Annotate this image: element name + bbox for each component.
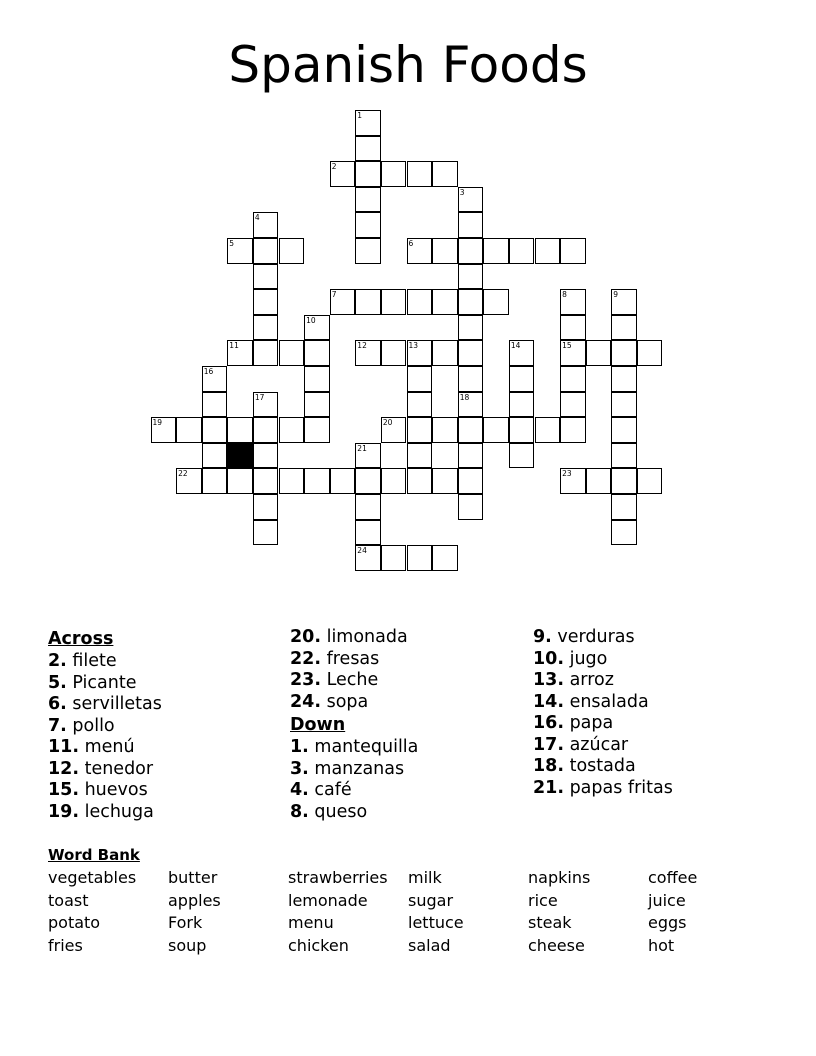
clue-number: 8. bbox=[290, 801, 309, 822]
across-heading: Across bbox=[48, 629, 114, 649]
clue-number: 17. bbox=[533, 734, 565, 755]
grid-cell[interactable] bbox=[458, 315, 484, 341]
across-clue bbox=[290, 692, 530, 714]
clue-text: café bbox=[308, 780, 352, 800]
grid-cell[interactable] bbox=[458, 417, 484, 443]
grid-cell[interactable] bbox=[355, 520, 381, 546]
grid-cell[interactable] bbox=[458, 238, 484, 264]
grid-cell[interactable] bbox=[355, 136, 381, 162]
grid-cell[interactable] bbox=[407, 545, 433, 571]
grid-cell[interactable] bbox=[304, 417, 330, 443]
clue-text: papas fritas bbox=[564, 777, 673, 798]
grid-cell[interactable] bbox=[253, 315, 279, 341]
grid-cell[interactable] bbox=[355, 494, 381, 520]
word-bank-item: chicken bbox=[288, 935, 349, 955]
clue-number: 20. bbox=[290, 627, 322, 647]
grid-cell[interactable] bbox=[458, 212, 484, 238]
clue-text: arroz bbox=[564, 670, 614, 690]
across-clue bbox=[290, 649, 530, 671]
word-bank-item: salad bbox=[408, 935, 451, 955]
clue-number: 19. bbox=[48, 801, 80, 822]
grid-cell[interactable] bbox=[458, 494, 484, 520]
grid-cell[interactable] bbox=[611, 494, 637, 520]
cell-number: 24 bbox=[357, 546, 367, 556]
clue-text: servilletas bbox=[66, 694, 162, 714]
word-bank-item: milk bbox=[408, 868, 442, 887]
cell-number: 6 bbox=[408, 239, 414, 248]
grid-cell[interactable] bbox=[611, 366, 637, 392]
grid-cell[interactable] bbox=[432, 545, 458, 571]
across-clue bbox=[48, 759, 288, 781]
grid-cell[interactable] bbox=[151, 417, 177, 443]
cell-number: 16 bbox=[203, 367, 214, 376]
grid-cell[interactable] bbox=[637, 468, 663, 494]
clue-number: 9. bbox=[533, 627, 552, 647]
clue-number: 24. bbox=[290, 691, 322, 712]
clue-text: lechuga bbox=[79, 801, 154, 822]
clue-number: 13. bbox=[533, 670, 565, 690]
grid-cell[interactable] bbox=[458, 468, 484, 494]
grid-cell[interactable] bbox=[483, 238, 509, 264]
clue-text: tostada bbox=[564, 756, 636, 776]
grid-cell[interactable] bbox=[560, 417, 586, 443]
grid-cell[interactable] bbox=[509, 238, 535, 264]
word-bank-item: napkins bbox=[528, 868, 591, 887]
cell-number: 19 bbox=[152, 418, 163, 428]
cell-number: 21 bbox=[357, 443, 367, 453]
cell-number: 23 bbox=[562, 469, 572, 479]
down-clue bbox=[533, 735, 773, 757]
across-clue bbox=[48, 651, 288, 673]
grid-cell[interactable] bbox=[407, 443, 433, 469]
grid-cell[interactable] bbox=[560, 238, 586, 264]
clue-text: Leche bbox=[321, 670, 379, 690]
grid-cell[interactable] bbox=[535, 417, 561, 443]
grid-cell[interactable] bbox=[253, 264, 279, 290]
grid-cell[interactable] bbox=[355, 545, 381, 571]
grid-cell[interactable] bbox=[560, 289, 586, 315]
cell-number: 22 bbox=[178, 469, 188, 479]
down-clue bbox=[533, 756, 773, 778]
grid-cell[interactable] bbox=[560, 315, 586, 341]
shaded-cell bbox=[227, 443, 253, 469]
clue-text: ensalada bbox=[564, 691, 649, 712]
grid-cell[interactable] bbox=[432, 340, 458, 366]
across-clue bbox=[48, 802, 288, 824]
grid-cell[interactable] bbox=[509, 340, 535, 366]
grid-cell[interactable] bbox=[611, 392, 637, 418]
cell-number: 14 bbox=[510, 341, 521, 351]
cell-number: 7 bbox=[331, 290, 337, 300]
grid-cell[interactable] bbox=[535, 238, 561, 264]
across-clue bbox=[48, 694, 288, 716]
clue-text: verduras bbox=[551, 627, 635, 647]
clue-text: pollo bbox=[66, 715, 115, 736]
grid-cell[interactable] bbox=[483, 417, 509, 443]
grid-cell[interactable] bbox=[611, 417, 637, 443]
word-bank-item: rice bbox=[528, 890, 558, 910]
clue-number: 2. bbox=[48, 651, 67, 671]
grid-cell[interactable] bbox=[355, 212, 381, 238]
cell-number: 18 bbox=[459, 392, 470, 402]
grid-cell[interactable] bbox=[407, 289, 433, 315]
grid-cell[interactable] bbox=[483, 289, 509, 315]
grid-cell[interactable] bbox=[611, 443, 637, 469]
grid-cell[interactable] bbox=[253, 212, 279, 238]
grid-cell[interactable] bbox=[304, 315, 330, 341]
clue-number: 21. bbox=[533, 777, 565, 798]
grid-cell[interactable] bbox=[432, 289, 458, 315]
grid-cell[interactable] bbox=[202, 392, 228, 418]
across-clue bbox=[48, 780, 288, 802]
down-clue bbox=[533, 713, 773, 735]
grid-cell[interactable] bbox=[330, 468, 356, 494]
clue-text: jugo bbox=[564, 648, 608, 669]
grid-cell[interactable] bbox=[253, 417, 279, 443]
grid-cell[interactable] bbox=[509, 417, 535, 443]
grid-cell[interactable] bbox=[253, 494, 279, 520]
grid-cell[interactable] bbox=[279, 417, 305, 443]
clue-number: 22. bbox=[290, 648, 322, 669]
grid-cell[interactable] bbox=[637, 340, 663, 366]
grid-cell[interactable] bbox=[176, 417, 202, 443]
clue-number: 7. bbox=[48, 715, 67, 736]
grid-cell[interactable] bbox=[381, 468, 407, 494]
grid-cell[interactable] bbox=[611, 315, 637, 341]
grid-cell[interactable] bbox=[381, 340, 407, 366]
word-bank-item: lemonade bbox=[288, 890, 368, 910]
cell-number: 12 bbox=[357, 341, 367, 351]
clue-number: 5. bbox=[48, 672, 67, 693]
cell-number: 4 bbox=[254, 213, 260, 223]
cell-number: 2 bbox=[331, 162, 337, 172]
word-bank-item: steak bbox=[528, 913, 572, 932]
grid-cell[interactable] bbox=[458, 264, 484, 290]
clue-number: 1. bbox=[290, 737, 309, 757]
grid-cell[interactable] bbox=[611, 340, 637, 366]
cell-number: 3 bbox=[459, 187, 465, 197]
clue-number: 3. bbox=[290, 758, 309, 779]
word-bank-item: strawberries bbox=[288, 868, 388, 887]
grid-cell[interactable] bbox=[407, 340, 433, 366]
grid-cell[interactable] bbox=[253, 443, 279, 469]
clues-column-3 bbox=[533, 627, 773, 799]
clue-text: filete bbox=[66, 651, 117, 671]
word-bank-item: menu bbox=[288, 913, 334, 932]
grid-cell[interactable] bbox=[509, 443, 535, 469]
cell-number: 10 bbox=[306, 315, 316, 325]
cell-number: 15 bbox=[562, 341, 572, 351]
clue-text: azúcar bbox=[564, 734, 629, 755]
word-bank-item: hot bbox=[648, 935, 675, 955]
down-clue bbox=[533, 627, 773, 649]
grid-cell[interactable] bbox=[355, 443, 381, 469]
grid-cell[interactable] bbox=[381, 161, 407, 187]
down-clue bbox=[533, 670, 773, 692]
grid-cell[interactable] bbox=[611, 520, 637, 546]
word-bank-item: apples bbox=[168, 890, 221, 910]
grid-cell[interactable] bbox=[432, 417, 458, 443]
across-clue bbox=[48, 716, 288, 738]
cell-number: 8 bbox=[562, 290, 567, 300]
grid-cell[interactable] bbox=[202, 443, 228, 469]
clue-text: queso bbox=[308, 801, 368, 822]
grid-cell[interactable] bbox=[304, 340, 330, 366]
clue-number: 15. bbox=[48, 780, 80, 800]
cell-number: 1 bbox=[357, 111, 363, 120]
grid-cell[interactable] bbox=[227, 417, 253, 443]
grid-cell[interactable] bbox=[227, 238, 253, 264]
down-clue bbox=[290, 780, 530, 802]
grid-cell[interactable] bbox=[458, 366, 484, 392]
down-clue bbox=[533, 778, 773, 800]
grid-cell[interactable] bbox=[381, 417, 407, 443]
word-bank-item: sugar bbox=[408, 890, 454, 910]
grid-cell[interactable] bbox=[304, 392, 330, 418]
page-title: Spanish Foods bbox=[228, 36, 588, 94]
grid-cell[interactable] bbox=[253, 238, 279, 264]
grid-cell[interactable] bbox=[407, 392, 433, 418]
grid-cell[interactable] bbox=[458, 392, 484, 418]
grid-cell[interactable] bbox=[279, 340, 305, 366]
word-bank-item: fries bbox=[48, 935, 83, 955]
cell-number: 11 bbox=[229, 341, 239, 351]
grid-cell[interactable] bbox=[253, 392, 279, 418]
across-clue bbox=[290, 670, 530, 692]
clue-number: 10. bbox=[533, 648, 565, 669]
clue-number: 12. bbox=[48, 758, 80, 779]
grid-cell[interactable] bbox=[560, 392, 586, 418]
across-clue bbox=[290, 627, 530, 649]
cell-number: 9 bbox=[613, 290, 619, 300]
grid-cell[interactable] bbox=[432, 161, 458, 187]
down-heading: Down bbox=[290, 715, 346, 735]
across-clue bbox=[48, 737, 288, 759]
word-bank-item: coffee bbox=[648, 868, 698, 887]
clue-text: menú bbox=[79, 737, 135, 757]
grid-cell[interactable] bbox=[560, 468, 586, 494]
grid-cell[interactable] bbox=[560, 340, 586, 366]
clue-text: huevos bbox=[79, 780, 148, 800]
word-bank-item: toast bbox=[48, 890, 89, 910]
word-bank-item: butter bbox=[168, 868, 218, 887]
clue-text: tenedor bbox=[79, 758, 154, 779]
clue-number: 6. bbox=[48, 694, 67, 714]
grid-cell[interactable] bbox=[355, 289, 381, 315]
grid-cell[interactable] bbox=[458, 187, 484, 213]
grid-cell[interactable] bbox=[279, 468, 305, 494]
word-bank-item: Fork bbox=[168, 913, 203, 932]
grid-cell[interactable] bbox=[611, 289, 637, 315]
word-bank-title: Word Bank bbox=[48, 846, 140, 864]
down-clue bbox=[290, 737, 530, 759]
clue-number: 18. bbox=[533, 756, 565, 776]
grid-cell[interactable] bbox=[227, 468, 253, 494]
clue-text: sopa bbox=[321, 691, 369, 712]
grid-cell[interactable] bbox=[586, 468, 612, 494]
grid-cell[interactable] bbox=[330, 289, 356, 315]
grid-cell[interactable] bbox=[355, 187, 381, 213]
grid-cell[interactable] bbox=[381, 545, 407, 571]
grid-cell[interactable] bbox=[407, 366, 433, 392]
word-bank-item: vegetables bbox=[48, 868, 137, 887]
clue-text: mantequilla bbox=[308, 737, 419, 757]
grid-cell[interactable] bbox=[407, 161, 433, 187]
clue-text: manzanas bbox=[308, 758, 405, 779]
clue-number: 4. bbox=[290, 780, 309, 800]
word-bank-item: soup bbox=[168, 935, 207, 955]
grid-cell[interactable] bbox=[355, 468, 381, 494]
grid-cell[interactable] bbox=[560, 366, 586, 392]
grid-cell[interactable] bbox=[586, 340, 612, 366]
grid-cell[interactable] bbox=[509, 366, 535, 392]
grid-cell[interactable] bbox=[458, 443, 484, 469]
grid-cell[interactable] bbox=[253, 468, 279, 494]
grid-cell[interactable] bbox=[432, 238, 458, 264]
grid-cell[interactable] bbox=[407, 468, 433, 494]
grid-cell[interactable] bbox=[227, 340, 253, 366]
grid-cell[interactable] bbox=[458, 340, 484, 366]
down-clue bbox=[290, 759, 530, 781]
grid-cell[interactable] bbox=[304, 468, 330, 494]
word-bank-item: cheese bbox=[528, 935, 585, 955]
grid-cell[interactable] bbox=[253, 289, 279, 315]
grid-cell[interactable] bbox=[611, 468, 637, 494]
grid-cell[interactable] bbox=[355, 340, 381, 366]
grid-cell[interactable] bbox=[176, 468, 202, 494]
grid-cell[interactable] bbox=[304, 366, 330, 392]
word-bank-item: potato bbox=[48, 913, 101, 932]
grid-cell[interactable] bbox=[355, 110, 381, 136]
cell-number: 20 bbox=[382, 418, 393, 428]
cell-number: 17 bbox=[254, 392, 265, 402]
grid-cell[interactable] bbox=[202, 468, 228, 494]
clue-number: 14. bbox=[533, 691, 565, 712]
down-clue bbox=[533, 692, 773, 714]
across-clue bbox=[48, 673, 288, 695]
word-bank-item: juice bbox=[648, 890, 686, 910]
grid-cell[interactable] bbox=[381, 289, 407, 315]
grid-cell[interactable] bbox=[330, 161, 356, 187]
cell-number: 5 bbox=[229, 239, 235, 248]
grid-cell[interactable] bbox=[432, 468, 458, 494]
word-bank-item: lettuce bbox=[408, 913, 464, 932]
clue-text: limonada bbox=[321, 627, 408, 647]
clue-number: 11. bbox=[48, 737, 80, 757]
clue-number: 16. bbox=[533, 713, 565, 733]
grid-cell[interactable] bbox=[279, 238, 305, 264]
down-clue bbox=[533, 649, 773, 671]
grid-cell[interactable] bbox=[253, 520, 279, 546]
word-bank-item: eggs bbox=[648, 913, 687, 932]
grid-cell[interactable] bbox=[202, 366, 228, 392]
grid-cell[interactable] bbox=[253, 340, 279, 366]
grid-cell[interactable] bbox=[407, 238, 433, 264]
grid-cell[interactable] bbox=[355, 161, 381, 187]
clue-number: 23. bbox=[290, 670, 322, 690]
across-clues bbox=[48, 627, 288, 823]
grid-cell[interactable] bbox=[509, 392, 535, 418]
clue-text: fresas bbox=[321, 648, 380, 669]
grid-cell[interactable] bbox=[407, 417, 433, 443]
down-clue bbox=[290, 802, 530, 824]
cell-number: 13 bbox=[408, 341, 419, 351]
grid-cell[interactable] bbox=[202, 417, 228, 443]
grid-cell[interactable] bbox=[458, 289, 484, 315]
clue-text: papa bbox=[564, 713, 614, 733]
grid-cell[interactable] bbox=[355, 238, 381, 264]
clue-text: Picante bbox=[66, 672, 137, 693]
clues-column-2 bbox=[290, 627, 530, 823]
